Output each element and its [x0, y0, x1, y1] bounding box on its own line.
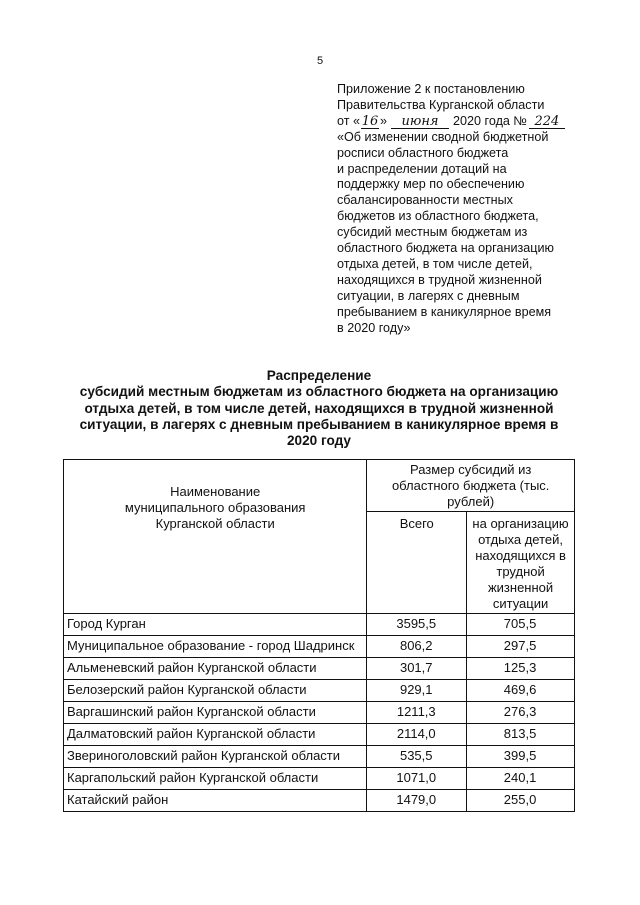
appendix-subject-line: сбалансированности местных	[337, 193, 513, 208]
appendix-subject-line: бюджетов из областного бюджета,	[337, 209, 539, 224]
row-total: 301,7	[367, 658, 467, 680]
table-row	[64, 636, 575, 658]
header-children-rest: на организацию отдыха детей, находящихся в трудной жизненной ситуации	[467, 512, 575, 614]
row-total: 2114,0	[367, 724, 467, 746]
appendix-subject-line: отдыха детей, в том числе детей,	[337, 256, 533, 271]
row-total: 929,1	[367, 680, 467, 702]
handwritten-month: июня	[391, 115, 449, 129]
row-name: Альменевский район Курганской области	[64, 658, 367, 680]
appendix-date-line	[337, 114, 587, 130]
handwritten-day: 16	[361, 113, 379, 129]
subsidy-table	[63, 459, 575, 812]
appendix-line-2: Правительства Курганской области	[337, 97, 545, 112]
table-row	[64, 790, 575, 812]
row-sub: 276,3	[467, 702, 575, 724]
header-total: Всего	[367, 512, 467, 614]
row-name: Город Курган	[64, 614, 367, 636]
appendix-subject-line: пребыванием в каникулярное время	[337, 304, 552, 319]
row-name: Муниципальное образование - город Шадринск	[64, 636, 367, 658]
table-row	[64, 680, 575, 702]
appendix-subject-line: росписи областного бюджета	[337, 145, 509, 160]
table-row	[64, 614, 575, 636]
appendix-line-1: Приложение 2 к постановлению	[337, 82, 525, 96]
appendix-block	[337, 82, 587, 337]
table-row	[64, 746, 575, 768]
date-quote-close: »	[380, 113, 388, 128]
header-municipality: Наименование муниципального образования Курганской области	[64, 460, 367, 614]
appendix-subject-line: «Об изменении сводной бюджетной	[337, 129, 549, 144]
title-line: Распределение	[266, 368, 372, 383]
row-total: 535,5	[367, 746, 467, 768]
table-row	[64, 768, 575, 790]
row-name: Белозерский район Курганской области	[64, 680, 367, 702]
row-name: Каргапольский район Курганской области	[64, 768, 367, 790]
date-prefix: от «	[337, 113, 360, 128]
table-row	[64, 724, 575, 746]
title-line: отдыха детей, в том числе детей, находящихся в трудной жизненной	[84, 400, 554, 416]
row-total: 1479,0	[367, 790, 467, 812]
appendix-subject-line: ситуации, в лагерях с дневным	[337, 288, 520, 303]
page-number: 5	[316, 55, 324, 67]
row-total: 3595,5	[367, 614, 467, 636]
row-total: 1211,3	[367, 702, 467, 724]
appendix-subject-line: находящихся в трудной жизненной	[337, 272, 542, 287]
row-sub: 125,3	[467, 658, 575, 680]
row-total: 1071,0	[367, 768, 467, 790]
row-sub: 399,5	[467, 746, 575, 768]
row-sub: 240,1	[467, 768, 575, 790]
appendix-subject-line: областного бюджета на организацию	[337, 241, 554, 256]
row-sub: 255,0	[467, 790, 575, 812]
appendix-subject-line: субсидий местным бюджетам из	[337, 225, 528, 240]
table-row	[64, 658, 575, 680]
title-line: 2020 году	[287, 433, 351, 449]
appendix-subject-line: в 2020 году»	[337, 320, 411, 335]
row-name: Звериноголовский район Курганской области	[64, 746, 367, 768]
row-name: Варгашинский район Курганской области	[64, 702, 367, 724]
appendix-subject-line: поддержку мер по обеспечению	[337, 177, 525, 192]
date-year: 2020 года №	[453, 113, 527, 128]
row-name: Далматовский район Курганской области	[64, 724, 367, 746]
document-title	[60, 368, 578, 449]
row-sub: 813,5	[467, 724, 575, 746]
row-sub: 705,5	[467, 614, 575, 636]
handwritten-doc-number: 224	[529, 115, 565, 129]
table-row	[64, 702, 575, 724]
row-sub: 469,6	[467, 680, 575, 702]
row-sub: 297,5	[467, 636, 575, 658]
row-total: 806,2	[367, 636, 467, 658]
title-line: ситуации, в лагерях с дневным пребыванием в каникулярное время в	[79, 416, 559, 432]
row-name: Катайский район	[64, 790, 367, 812]
appendix-subject-line: и распределении дотаций на	[337, 161, 507, 176]
title-line: субсидий местным бюджетам из областного бюджета на организацию	[79, 384, 559, 400]
header-subsidy-size: Размер субсидий из областного бюджета (тыс. рублей)	[367, 460, 575, 512]
